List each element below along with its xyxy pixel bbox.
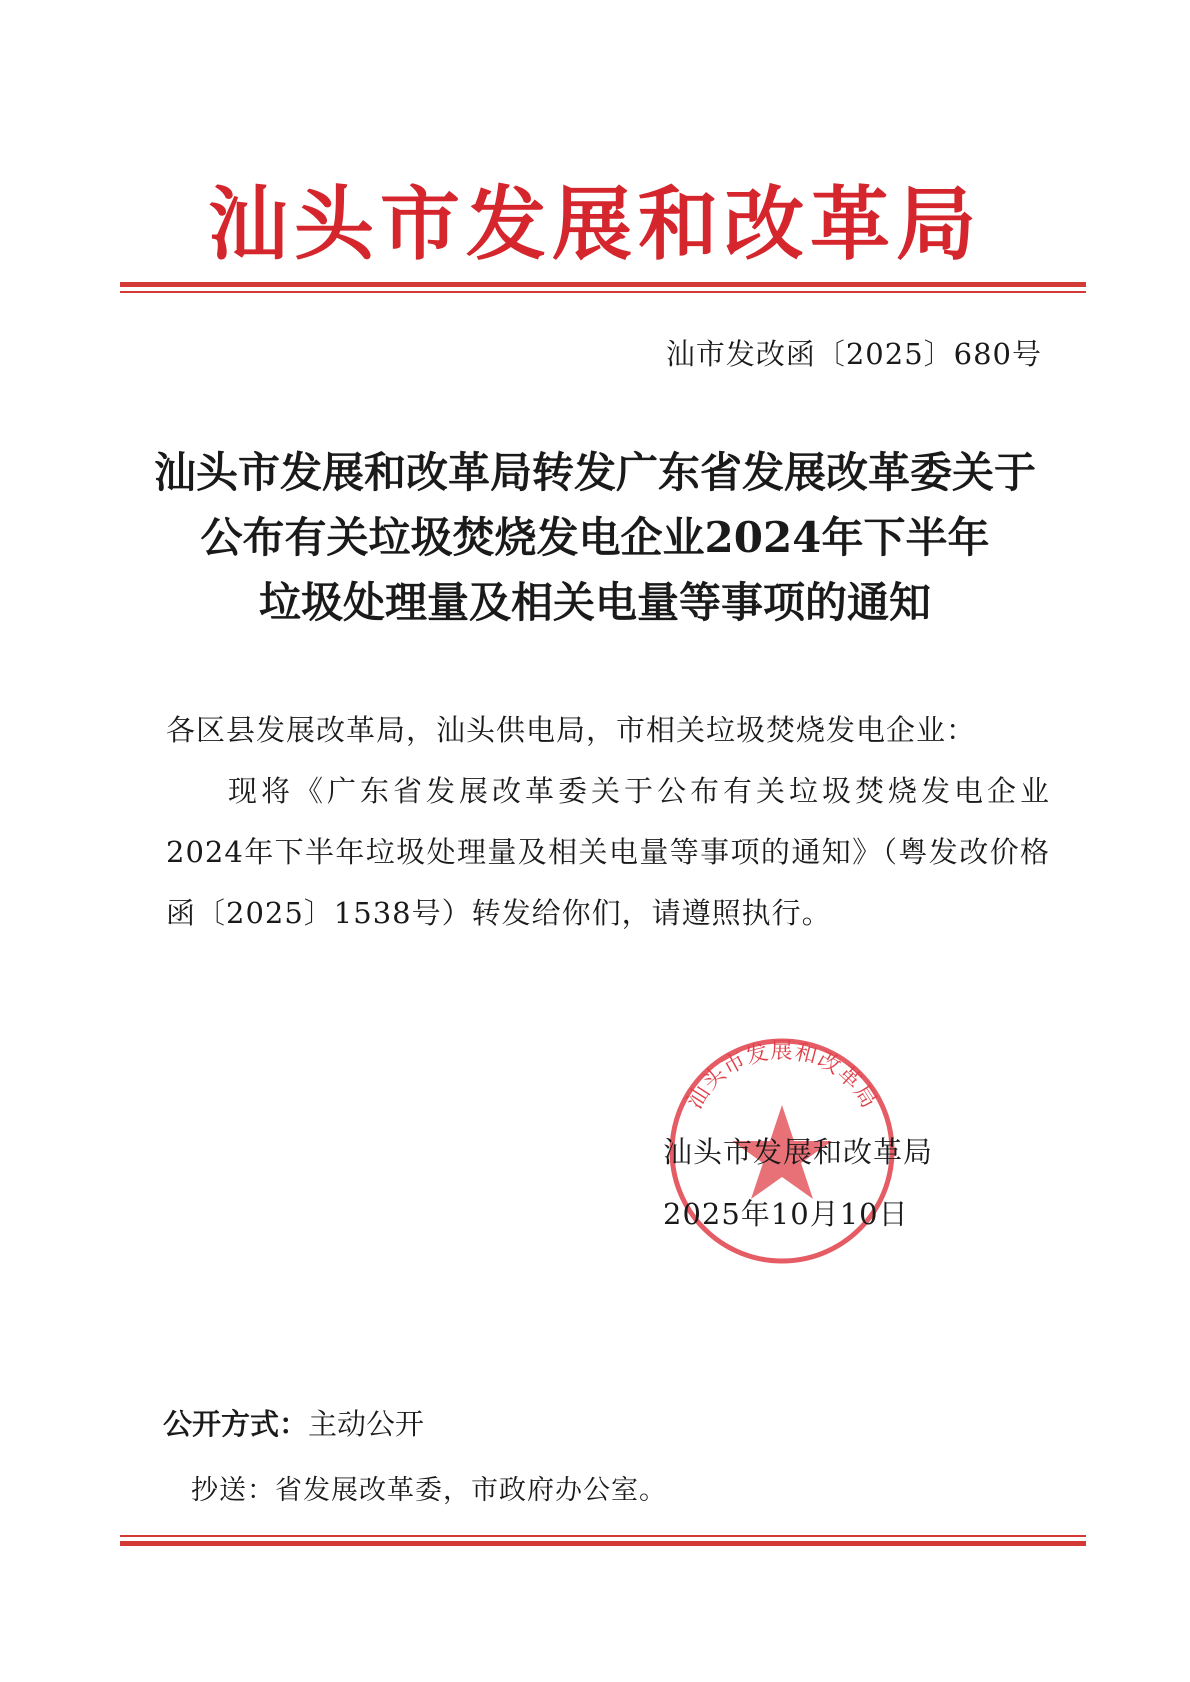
carbon-copy: 抄送：省发展改革委，市政府办公室。	[191, 1475, 667, 1506]
disclosure	[163, 1402, 424, 1443]
footer-rule-thick	[120, 1541, 1086, 1546]
footer-rule-thin	[120, 1535, 1086, 1537]
body-paragraph: 现将《广东省发展改革委关于公布有关垃圾焚烧发电企业2024年下半年垃圾处理量及相关电量等事项的通知》（粤发改价格函〔2025〕1538号）转发给你们，请遵照执行。	[166, 774, 1050, 930]
signature-org: 汕头市发展和改革局	[663, 1135, 934, 1169]
heading-line: 垃圾处理量及相关电量等事项的通知	[258, 578, 931, 627]
disclosure-value: 主动公开	[308, 1407, 425, 1441]
disclosure-label: 公开方式：	[163, 1407, 309, 1441]
svg-text:汕头市发展和改革局	[682, 1039, 881, 1113]
heading-line: 汕头市发展和改革局转发广东省发展改革委关于	[153, 448, 1036, 497]
heading-line: 公布有关垃圾焚烧发电企业2024年下半年	[200, 513, 990, 562]
header-rule-thin	[120, 291, 1086, 293]
signature-date: 2025年10月10日	[663, 1197, 909, 1231]
document-heading	[0, 440, 1190, 635]
header-rule-thick	[120, 282, 1086, 287]
seal-lettering: 汕头市发展和改革局	[682, 1039, 882, 1114]
masthead-title: 汕头市发展和改革局	[208, 177, 982, 271]
document-body	[166, 700, 1050, 944]
addressee: 各区县发展改革局，汕头供电局，市相关垃圾焚烧发电企业：	[166, 713, 977, 747]
document-number: 汕市发改函〔2025〕680号	[665, 337, 1042, 371]
